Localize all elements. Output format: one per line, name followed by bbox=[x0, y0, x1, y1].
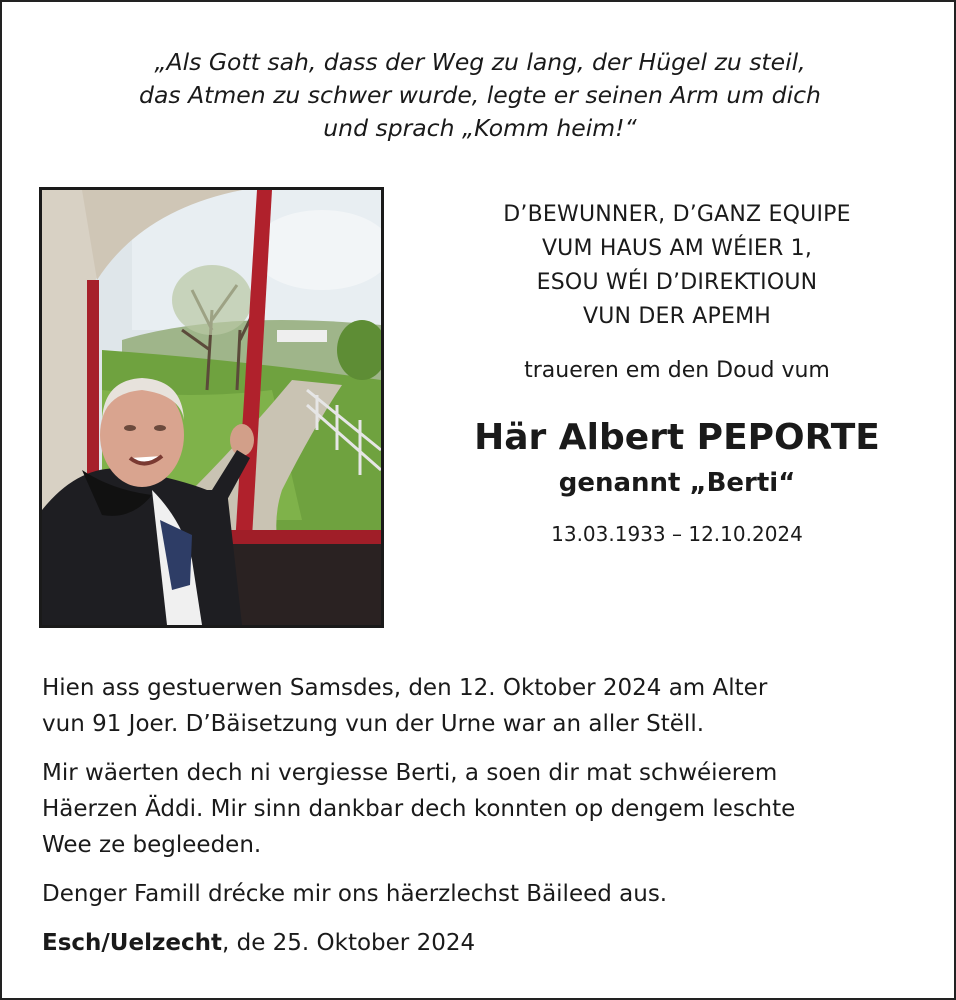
quote-line: das Atmen zu schwer wurde, legte er seinen Arm um dich bbox=[139, 81, 821, 109]
deceased-name: Här Albert PEPORTE bbox=[474, 417, 880, 458]
portrait-photo-image bbox=[42, 190, 381, 625]
memorial-quote bbox=[2, 46, 956, 145]
notice-body bbox=[42, 670, 932, 961]
body-line: Häerzen Äddi. Mir sinn dankbar dech konnten op dengem leschte bbox=[42, 796, 796, 822]
mourners-line: D’BEWUNNER, D’GANZ EQUIPE bbox=[503, 202, 851, 227]
body-line: vun 91 Joer. D’Bäisetzung vun der Urne war an aller Stëll. bbox=[42, 711, 705, 737]
deceased-nickname: genannt „Berti“ bbox=[558, 468, 796, 498]
mourning-text: traueren em den Doud vum bbox=[524, 358, 830, 383]
body-line: Wee ze begleeden. bbox=[42, 832, 262, 858]
quote-line: und sprach „Komm heim!“ bbox=[323, 114, 637, 142]
mourners-line: VUM HAUS AM WÉIER 1, bbox=[541, 236, 813, 261]
place-and-date bbox=[42, 925, 932, 961]
portrait-photo bbox=[39, 187, 384, 628]
quote-line: „Als Gott sah, dass der Weg zu lang, der Hügel zu steil, bbox=[154, 48, 806, 76]
body-line: Mir wäerten dech ni vergiesse Berti, a soen dir mat schwéierem bbox=[42, 760, 778, 786]
mourners-line: VUN DER APEMH bbox=[582, 304, 772, 329]
body-paragraph bbox=[42, 755, 932, 863]
body-line: Hien ass gestuerwen Samsdes, den 12. Oktober 2024 am Alter bbox=[42, 675, 768, 701]
closing-date: , de 25. Oktober 2024 bbox=[221, 930, 476, 956]
life-dates: 13.03.1933 – 12.10.2024 bbox=[551, 522, 803, 546]
mourners-line: ESOU WÉI D’DIREKTIOUN bbox=[536, 270, 818, 295]
body-paragraph bbox=[42, 876, 932, 912]
announcement-header bbox=[442, 198, 912, 548]
mourners-list bbox=[442, 198, 912, 334]
closing-place: Esch/Uelzecht bbox=[42, 930, 222, 956]
body-line: Denger Famill drécke mir ons häerzlechst Bäileed aus. bbox=[42, 881, 668, 907]
body-paragraph bbox=[42, 670, 932, 742]
